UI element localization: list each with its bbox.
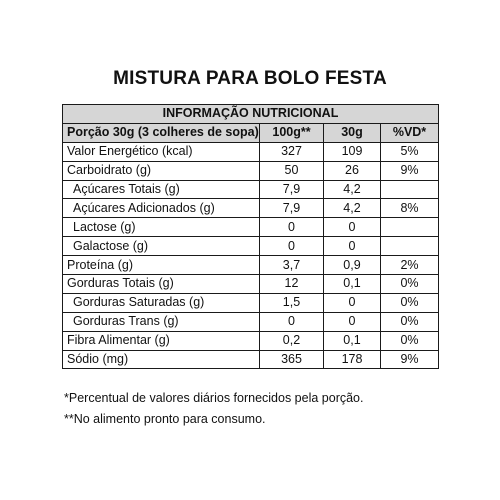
nutrient-label: Valor Energético (kcal)	[63, 142, 260, 161]
nutrition-row	[63, 331, 439, 350]
value-100g: 0	[260, 218, 324, 237]
value-100g: 365	[260, 350, 324, 369]
value-30g: 0	[324, 237, 381, 256]
nutrition-row	[63, 218, 439, 237]
nutrition-row	[63, 142, 439, 161]
value-vd: 0%	[381, 275, 439, 294]
value-100g: 0,2	[260, 331, 324, 350]
column-header-30g: 30g	[324, 123, 381, 142]
value-100g: 0	[260, 312, 324, 331]
nutrition-row	[63, 256, 439, 275]
value-30g: 178	[324, 350, 381, 369]
nutrition-row	[63, 237, 439, 256]
footnote-ready-to-eat: **No alimento pronto para consumo.	[64, 412, 266, 426]
value-30g: 0,1	[324, 331, 381, 350]
value-30g: 26	[324, 161, 381, 180]
nutrition-row	[63, 350, 439, 369]
value-100g: 50	[260, 161, 324, 180]
value-30g: 0,1	[324, 275, 381, 294]
value-vd: 2%	[381, 256, 439, 275]
value-30g: 4,2	[324, 199, 381, 218]
nutrient-label: Fibra Alimentar (g)	[63, 331, 260, 350]
nutrition-table-heading: INFORMAÇÃO NUTRICIONAL	[63, 105, 439, 124]
value-vd	[381, 180, 439, 199]
nutrition-row	[63, 293, 439, 312]
nutrient-label: Lactose (g)	[63, 218, 260, 237]
column-header-portion: Porção 30g (3 colheres de sopa)	[63, 123, 260, 142]
nutrition-row	[63, 199, 439, 218]
value-vd: 0%	[381, 312, 439, 331]
value-vd: 9%	[381, 350, 439, 369]
nutrition-row	[63, 161, 439, 180]
value-30g: 0	[324, 312, 381, 331]
value-100g: 3,7	[260, 256, 324, 275]
value-vd: 0%	[381, 293, 439, 312]
nutrient-label: Carboidrato (g)	[63, 161, 260, 180]
product-title: MISTURA PARA BOLO FESTA	[113, 68, 387, 89]
column-header-100g: 100g**	[260, 123, 324, 142]
nutrient-label: Proteína (g)	[63, 256, 260, 275]
value-100g: 7,9	[260, 199, 324, 218]
value-100g: 1,5	[260, 293, 324, 312]
column-header-row	[63, 123, 439, 142]
column-header-vd: %VD*	[381, 123, 439, 142]
value-vd: 9%	[381, 161, 439, 180]
footnotes	[64, 388, 363, 430]
value-30g: 109	[324, 142, 381, 161]
value-vd	[381, 237, 439, 256]
nutrient-label: Gorduras Totais (g)	[63, 275, 260, 294]
value-100g: 7,9	[260, 180, 324, 199]
nutrient-label: Açúcares Totais (g)	[63, 180, 260, 199]
value-100g: 0	[260, 237, 324, 256]
value-30g: 0	[324, 218, 381, 237]
nutrition-row	[63, 312, 439, 331]
value-30g: 4,2	[324, 180, 381, 199]
nutrition-row	[63, 275, 439, 294]
nutrition-row	[63, 180, 439, 199]
value-30g: 0,9	[324, 256, 381, 275]
value-vd	[381, 218, 439, 237]
nutrition-table	[62, 104, 439, 369]
nutrient-label: Galactose (g)	[63, 237, 260, 256]
value-30g: 0	[324, 293, 381, 312]
nutrient-label: Gorduras Trans (g)	[63, 312, 260, 331]
nutrient-label: Sódio (mg)	[63, 350, 260, 369]
value-vd: 5%	[381, 142, 439, 161]
nutrient-label: Gorduras Saturadas (g)	[63, 293, 260, 312]
value-vd: 8%	[381, 199, 439, 218]
nutrient-label: Açúcares Adicionados (g)	[63, 199, 260, 218]
value-vd: 0%	[381, 331, 439, 350]
footnote-vd: *Percentual de valores diários fornecidos pela porção.	[64, 391, 364, 405]
value-100g: 12	[260, 275, 324, 294]
value-100g: 327	[260, 142, 324, 161]
